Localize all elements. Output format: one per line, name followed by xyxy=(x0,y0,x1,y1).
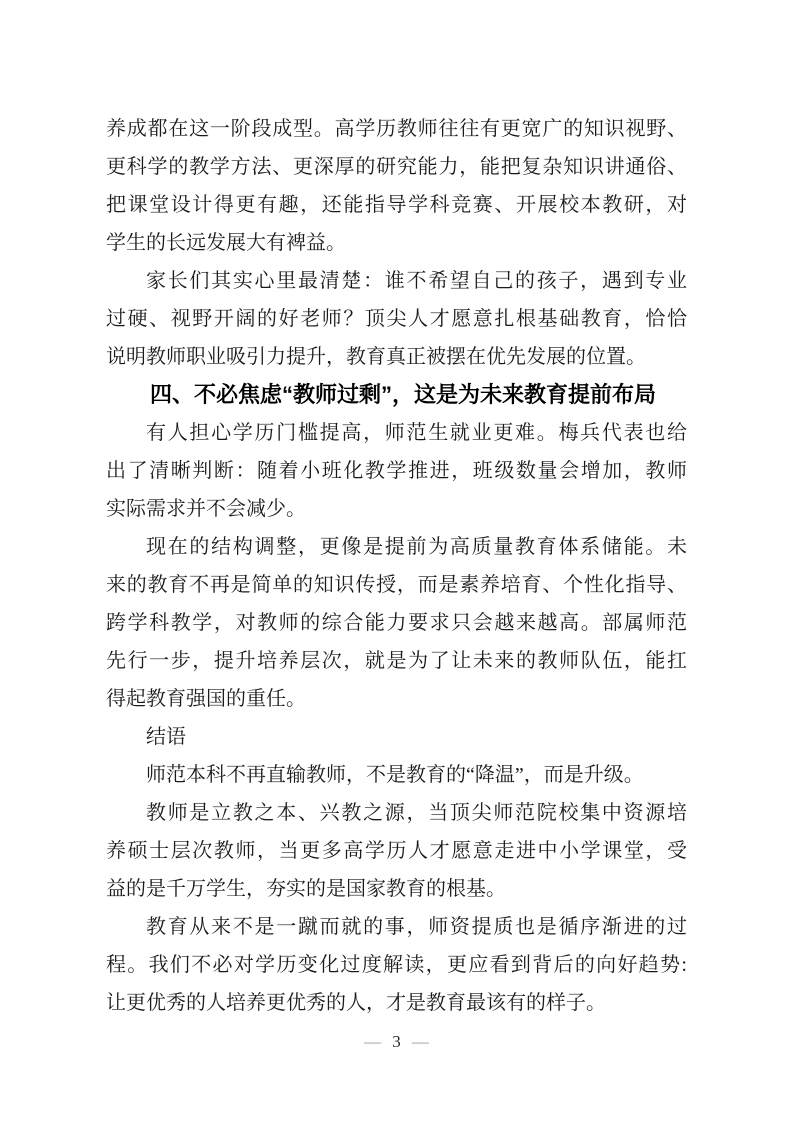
text-line: 养成都在这一阶段成型。高学历教师往往有更宽广的知识视野、 xyxy=(106,118,687,140)
paragraph xyxy=(106,794,687,908)
text-block xyxy=(106,110,687,1022)
text-line: 结语 xyxy=(146,726,186,748)
text-line: 跨学科教学，对教师的综合能力要求只会越来越高。部属师范 xyxy=(106,612,687,634)
footer-dash-right: — xyxy=(411,1032,429,1051)
text-line: 有人担心学历门槛提高，师范生就业更难。梅兵代表也给 xyxy=(146,422,687,444)
text-line: 养硕士层次教师，当更多高学历人才愿意走进中小学课堂，受 xyxy=(106,840,687,862)
paragraph xyxy=(106,414,687,528)
text-line: 说明教师职业吸引力提升，教育真正被摆在优先发展的位置。 xyxy=(106,346,646,368)
text-line: 教育从来不是一蹴而就的事，师资提质也是循序渐进的过 xyxy=(146,916,687,938)
text-line: 先行一步，提升培养层次，就是为了让未来的教师队伍，能扛 xyxy=(106,650,687,672)
paragraph-continuation xyxy=(106,110,687,262)
text-line: 学生的长远发展大有裨益。 xyxy=(106,232,346,254)
footer-dash-left: — xyxy=(364,1032,382,1051)
conclusion-label xyxy=(106,718,687,756)
text-line: 益的是千万学生，夯实的是国家教育的根基。 xyxy=(106,878,506,900)
paragraph xyxy=(106,756,687,794)
text-line: 让更优秀的人培养更优秀的人，才是教育最该有的样子。 xyxy=(106,992,606,1014)
text-line: 把课堂设计得更有趣，还能指导学科竞赛、开展校本教研，对 xyxy=(106,194,687,216)
text-line: 师范本科不再直输教师，不是教育的“降温”，而是升级。 xyxy=(146,764,644,786)
paragraph xyxy=(106,908,687,1022)
paragraph xyxy=(106,528,687,718)
text-line: 家长们其实心里最清楚：谁不希望自己的孩子，遇到专业 xyxy=(146,270,687,292)
paragraph xyxy=(106,262,687,376)
text-line: 四、不必焦虑“教师过剩”，这是为未来教育提前布局 xyxy=(150,382,657,407)
text-line: 来的教育不再是简单的知识传授，而是素养培育、个性化指导、 xyxy=(106,574,687,596)
text-line: 出了清晰判断：随着小班化教学推进，班级数量会增加，教师 xyxy=(106,460,687,482)
text-line: 过硬、视野开阔的好老师？顶尖人才愿意扎根基础教育，恰恰 xyxy=(106,308,687,330)
page-number: 3 xyxy=(392,1032,401,1051)
text-line: 得起教育强国的重任。 xyxy=(106,688,306,710)
section-heading xyxy=(106,376,687,414)
text-line: 程。我们不必对学历变化过度解读，更应看到背后的向好趋势: xyxy=(106,954,687,976)
text-line: 更科学的教学方法、更深厚的研究能力，能把复杂知识讲通俗、 xyxy=(106,156,687,178)
text-line: 实际需求并不会减少。 xyxy=(106,498,306,520)
text-line: 教师是立教之本、兴教之源，当顶尖师范院校集中资源培 xyxy=(146,802,687,824)
text-line: 现在的结构调整，更像是提前为高质量教育体系储能。未 xyxy=(146,536,687,558)
page-footer xyxy=(0,1030,793,1054)
